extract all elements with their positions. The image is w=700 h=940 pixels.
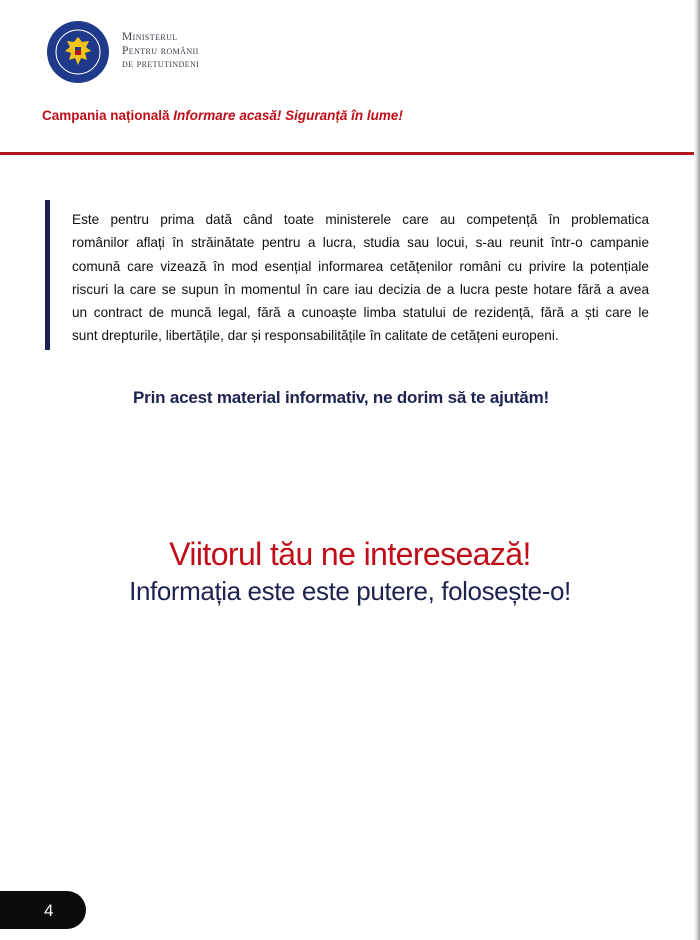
intro-line: românilor aflați în străinătate pentru a lucra, studia sau locui, s-au reunit într-o campanie <box>72 235 649 251</box>
page-edge-shadow <box>694 0 700 940</box>
ministry-line: Pentru românii <box>122 44 199 57</box>
ministry-line: Ministerul <box>122 31 178 43</box>
intro-line: un contract de muncă legal, fără a cunoaște limba statului de rezidență, fără a ști care le <box>72 305 649 321</box>
tagline: Prin acest material informativ, ne dorim să te ajutăm! <box>133 388 549 407</box>
intro-line: comună care vizează în mod esențial informarea cetățenilor români cu privire la potențiale <box>72 258 649 274</box>
quote-bar <box>45 200 50 350</box>
intro-line: Este pentru prima dată când toate ministerele care au competență în problematica <box>72 212 649 227</box>
campaign-name: Informare acasă! Siguranță în lume! <box>173 108 403 123</box>
page-number-badge <box>0 891 86 929</box>
ministry-line: de pretutindeni <box>122 58 200 70</box>
campaign-title <box>42 108 403 123</box>
intro-paragraph <box>72 208 649 348</box>
subheadline: Informația este este putere, folosește-o! <box>129 576 571 606</box>
intro-line: sunt drepturile, libertățile, dar și responsabilitățile în calitate de cetățeni europeni. <box>72 328 559 344</box>
intro-line: riscuri la care se supun în momentul în care iau decizia de a lucra peste hotare fără a avea <box>72 281 649 297</box>
ministry-name <box>122 31 199 72</box>
campaign-prefix: Campania națională <box>42 108 174 123</box>
header-divider <box>0 152 694 155</box>
page-number: 4 <box>44 901 54 920</box>
guvernul-romaniei-seal-icon <box>46 20 110 84</box>
headline: Viitorul tău ne interesează! <box>169 536 531 572</box>
